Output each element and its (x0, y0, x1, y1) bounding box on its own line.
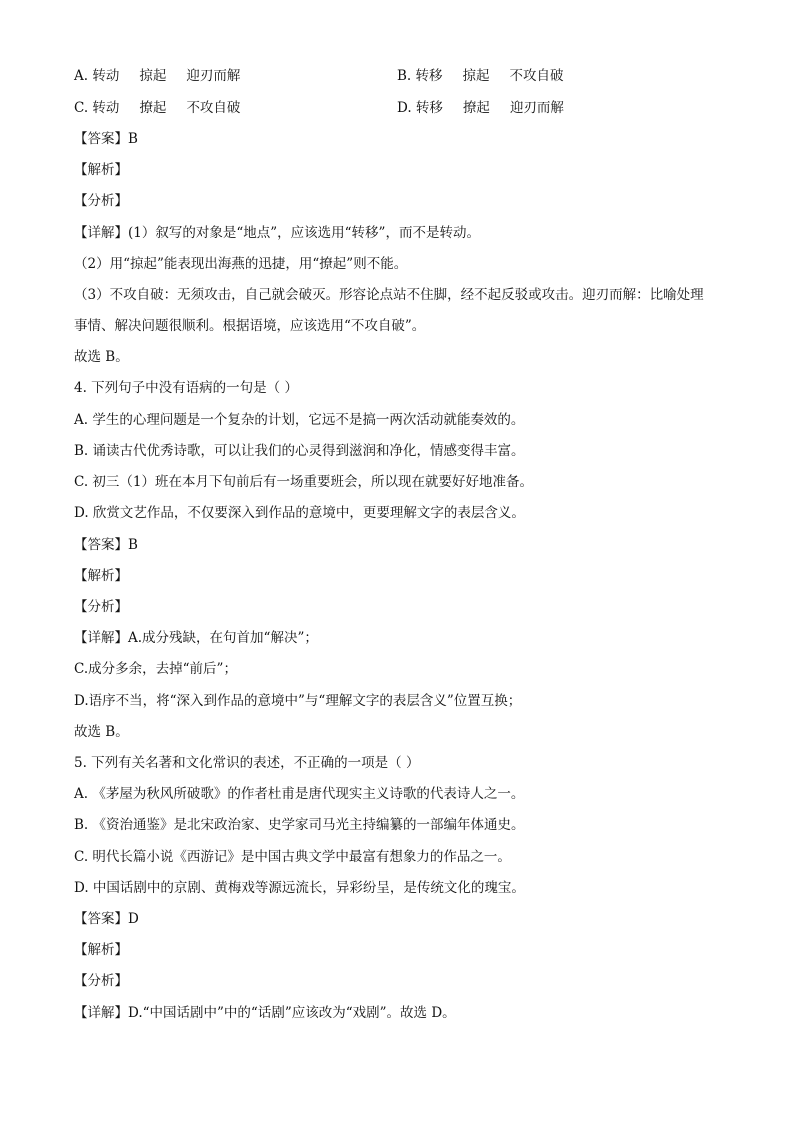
q3-option-c (74, 99, 240, 117)
q3-detail-line: （2）用“掠起”能表现出海燕的迅捷，用“撩起”则不能。 (74, 256, 408, 272)
q3-option-d (397, 99, 564, 117)
option-label: C. 转动 (74, 100, 120, 116)
q4-detail-line: D.语序不当，将“深入到作品的意境中”与“理解文字的表层含义”位置互换； (74, 693, 522, 709)
option-label: A. 转动 (74, 68, 120, 84)
q4-option-d: D. 欣赏文艺作品，不仅要深入到作品的意境中，更要理解文字的表层含义。 (74, 505, 525, 521)
q3-detail-line: 事情、解决问题很顺利。根据语境，应该选用“不攻自破”。 (74, 318, 426, 334)
q4-detail-line: 【详解】A.成分残缺，在句首加“解决”； (74, 630, 318, 646)
q5-answer: 【答案】D (74, 911, 139, 927)
q4-answer: 【答案】B (74, 537, 138, 553)
option-word: 迎刃而解 (509, 100, 564, 116)
option-label: D. 转移 (397, 100, 443, 116)
option-word: 撩起 (462, 100, 490, 116)
option-word: 不攻自破 (186, 100, 241, 116)
q5-option-d: D. 中国话剧中的京剧、黄梅戏等源远流长，异彩纷呈，是传统文化的瑰宝。 (74, 880, 525, 896)
q4-jiexi: 【解析】 (74, 568, 128, 584)
q4-option-a: A. 学生的心理问题是一个复杂的计划，它远不是搞一两次活动就能奏效的。 (74, 412, 525, 428)
q4-detail-line: 故选 B。 (74, 724, 129, 740)
q3-jiexi: 【解析】 (74, 162, 128, 178)
option-word: 迎刃而解 (186, 68, 241, 84)
q3-detail-line: 故选 B。 (74, 349, 129, 365)
option-label: B. 转移 (397, 68, 443, 84)
q3-detail-line: （3）不攻自破：无须攻击，自己就会破灭。形容论点站不住脚，经不起反驳或攻击。迎刃而解：比喻处理 (74, 287, 704, 303)
q3-answer: 【答案】B (74, 131, 138, 147)
q4-stem: 4. 下列句子中没有语病的一句是（ ） (74, 380, 298, 396)
option-word: 撩起 (139, 100, 167, 116)
q5-option-b: B. 《资治通鉴》是北宋政治家、史学家司马光主持编纂的一部编年体通史。 (74, 817, 525, 833)
q4-option-c: C. 初三（1）班在本月下旬前后有一场重要班会，所以现在就要好好地准备。 (74, 474, 534, 490)
q3-fenxi: 【分析】 (74, 193, 128, 209)
q3-detail-line: 【详解】(1）叙写的对象是“地点”，应该选用“转移”，而不是转动。 (74, 225, 480, 241)
q4-detail-line: C.成分多余，去掉“前后”； (74, 661, 237, 677)
q5-detail-line: 【详解】D.“中国话剧中”中的“话剧”应该改为“戏剧”。故选 D。 (74, 1005, 456, 1021)
option-word: 不攻自破 (509, 68, 564, 84)
q5-option-a: A. 《茅屋为秋风所破歌》的作者杜甫是唐代现实主义诗歌的代表诗人之一。 (74, 786, 525, 802)
q4-option-b: B. 诵读古代优秀诗歌，可以让我们的心灵得到滋润和净化，情感变得丰富。 (74, 443, 525, 459)
q3-option-a (74, 67, 240, 85)
option-word: 掠起 (462, 68, 490, 84)
q5-stem: 5. 下列有关名著和文化常识的表述，不正确的一项是（ ） (74, 755, 420, 771)
q4-fenxi: 【分析】 (74, 599, 128, 615)
q5-option-c: C. 明代长篇小说《西游记》是中国古典文学中最富有想象力的作品之一。 (74, 849, 511, 865)
q5-fenxi: 【分析】 (74, 973, 128, 989)
option-word: 掠起 (139, 68, 167, 84)
q3-option-b (397, 67, 564, 85)
q5-jiexi: 【解析】 (74, 942, 128, 958)
